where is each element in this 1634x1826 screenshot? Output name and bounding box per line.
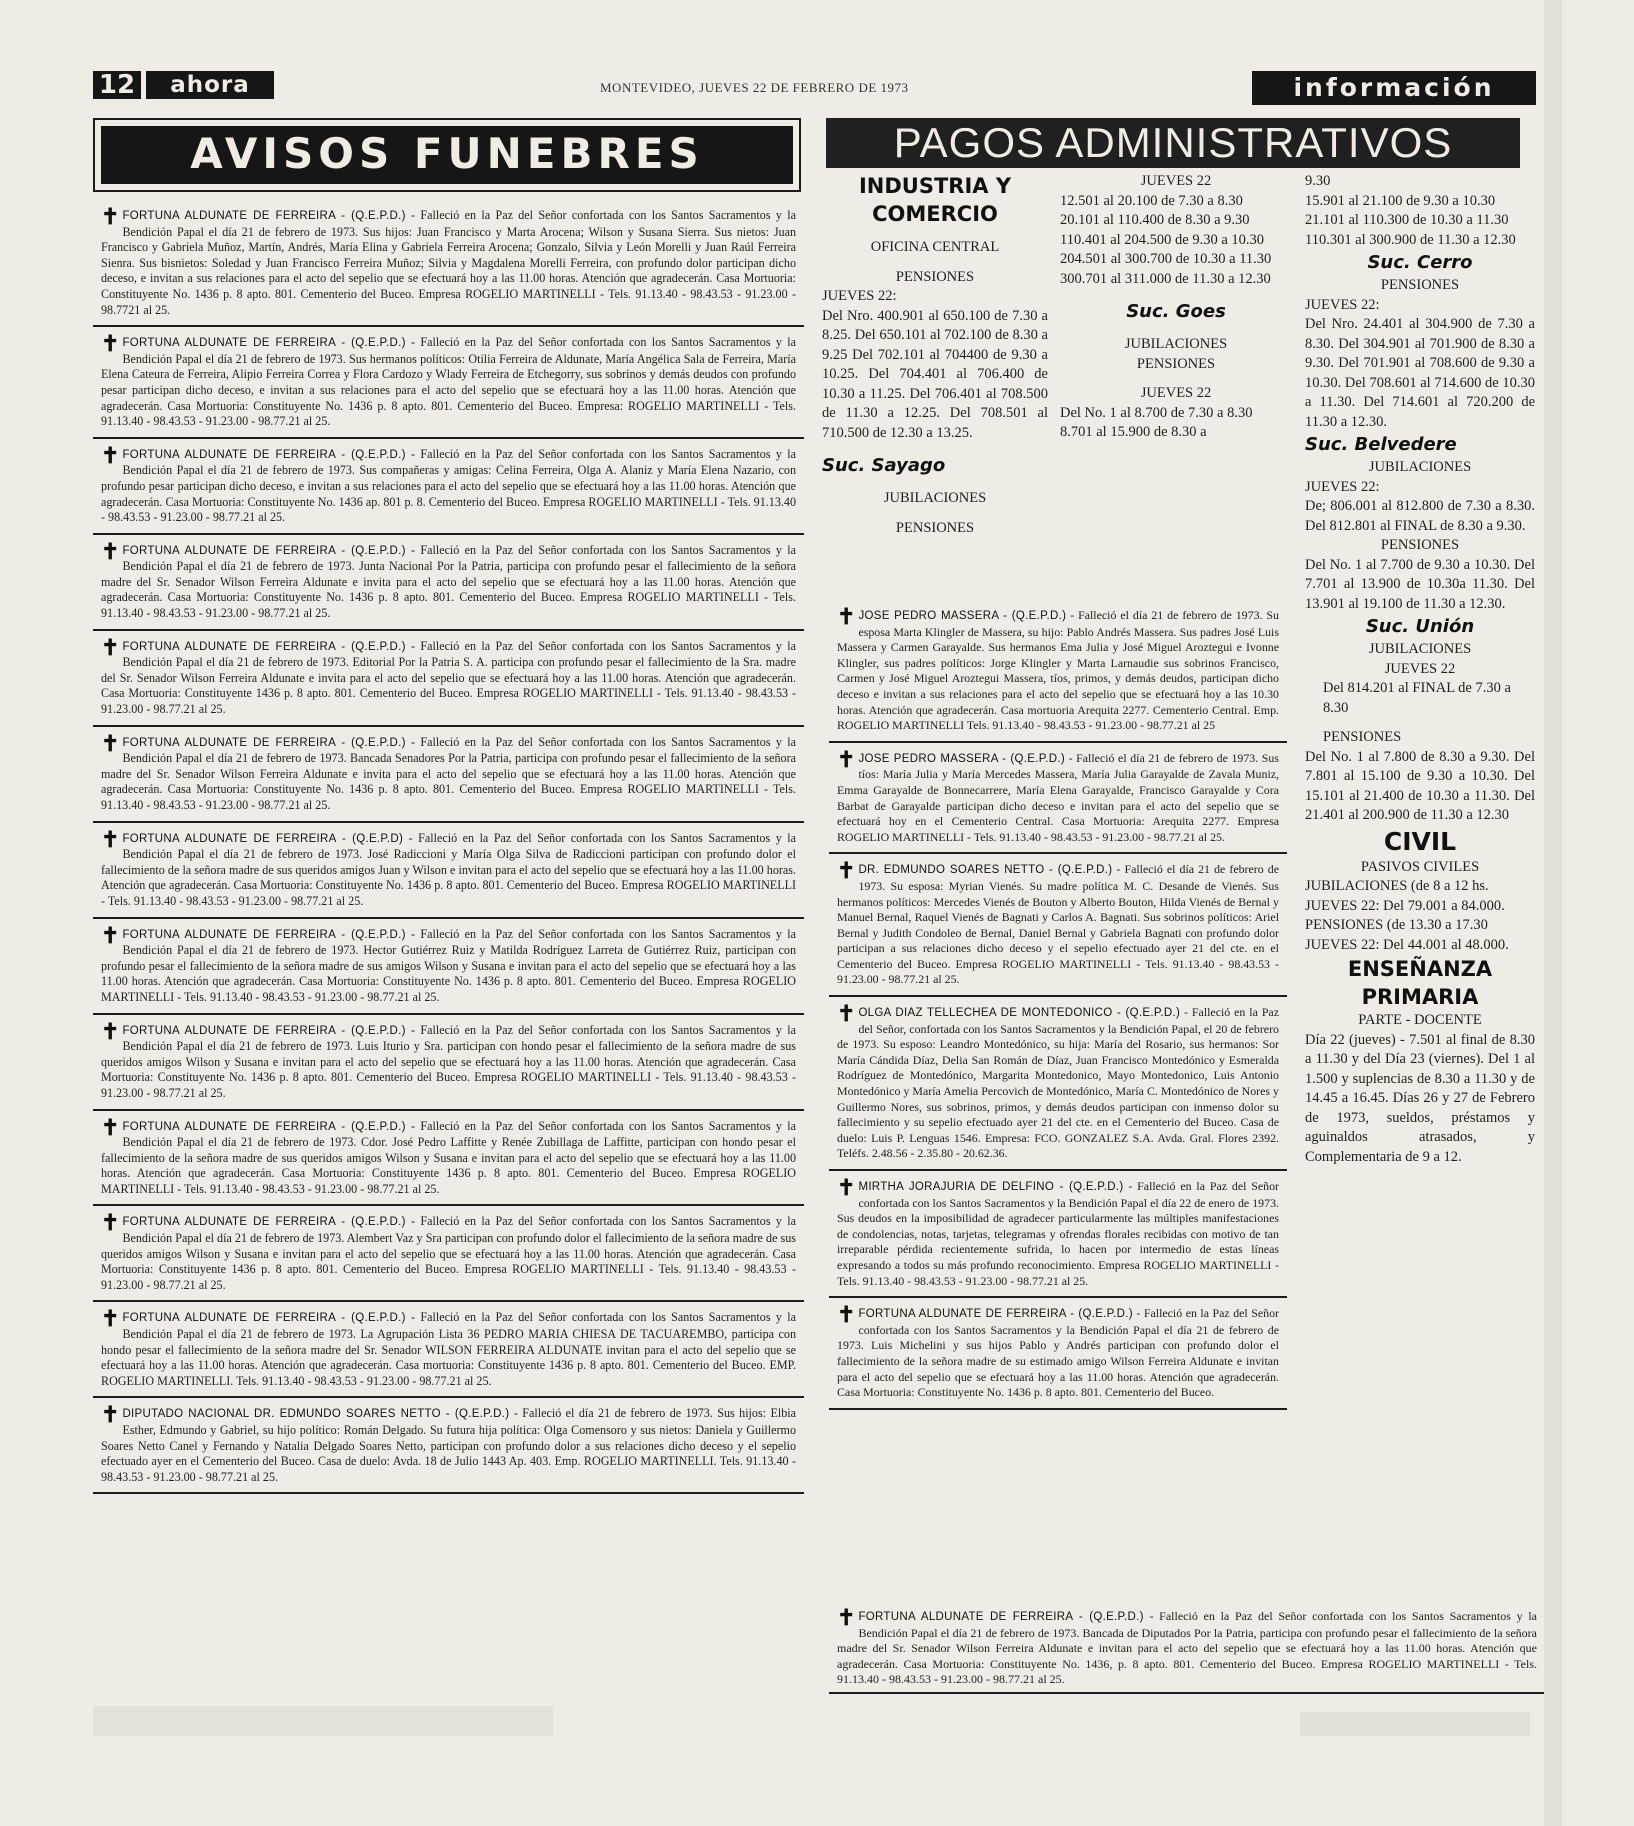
- schedule-line: 8.701 al 15.900 de 8.30 a: [1060, 424, 1207, 440]
- oficina-central-label: OFICINA CENTRAL: [870, 239, 1000, 255]
- notice-title: FORTUNA ALDUNATE DE FERREIRA - (Q.E.P.D.): [122, 544, 406, 557]
- print-smudge: [1300, 1712, 1530, 1736]
- belvedere-schedule: De; 806.001 al 812.800 de 7.30 a 8.30. Del 812.801 al FINAL de 8.30 a 9.30.: [1305, 498, 1535, 534]
- notice-body: - Falleció en la Paz del Señor confortada con los Santos Sacramentos y la Bendición Papal el día 21 de febrero de 1973. La Agrupación Lista 36 PEDRO MARIA CHIESA DE TACUAREMBO, participa con hondo pesar el fallecimiento de la señora madre del Sr. Senador WILSON FERREIRA ALDUNATE invitan para el acto del sepelio que se efectuará hoy a las 11.00 horas. Atención que agradecerán. Casa mortuoria: Constituyente 1436 p. 8 apto. 801. Cementerio del Buceo. EMP. ROGELIO MARTINELLI. Tels. 91.13.40 - 98.43.53 - 91.23.00 - 98.77.21 al 25.: [101, 1310, 796, 1388]
- schedule-line: 15.901 al 21.100 de 9.30 a 10.30: [1305, 192, 1496, 209]
- cross-icon: ✝: [837, 1605, 856, 1630]
- funeral-notice: [829, 1001, 1287, 1171]
- jubilaciones-label: JUBILACIONES: [1124, 336, 1228, 352]
- suc-belvedere-heading: Suc. Belvedere: [1305, 434, 1457, 455]
- notice-title: JOSE PEDRO MASSERA - (Q.E.P.D.): [858, 610, 1067, 622]
- print-smudge: [93, 1706, 553, 1736]
- jueves-label: JUEVES 22:: [822, 288, 897, 304]
- funeral-notice: [93, 635, 804, 727]
- civil-jubilaciones-schedule: JUEVES 22: Del 79.001 a 84.000.: [1305, 897, 1505, 914]
- pensiones-label: PENSIONES: [1380, 277, 1460, 293]
- funeral-notice: [829, 1302, 1287, 1410]
- funebres-banner: [93, 118, 801, 192]
- notice-body: - Falleció en la Paz del Señor confortada con los Santos Sacramentos y la Bendición Papal el día 21 de febrero de 1973. Alembert Vaz y Sra participan con profundo dolor el fallecimiento de la señora madre de sus queridos amigos Wilson y Susana e invitan para el acto del sepelio que se efectuará hoy a las 11.00 horas. Atención que agradecerán. Casa Mortuoria: Constituyente 1436 p. 8 apto. 801. Cementerio del Buceo. Empresa ROGELIO MARTINELLI - Tels. 91.13.40 - 98.43.53 - 91.23.00 - 98.77.21 al 25.: [101, 1214, 796, 1292]
- funeral-notice: [93, 204, 804, 327]
- schedule-line: 300.701 al 311.000 de 11.30 a 12.30: [1060, 270, 1271, 287]
- schedule-line: 9.30: [1305, 173, 1331, 189]
- cross-icon: ✝: [837, 1175, 856, 1200]
- civil-pensiones-schedule: JUEVES 22: Del 44.001 al 48.000.: [1305, 936, 1509, 953]
- dateline: MONTEVIDEO, JUEVES 22 DE FEBRERO DE 1973: [600, 80, 909, 95]
- notice-body: - Falleció en la Paz del Señor confortada con los Santos Sacramentos y la Bendición Papal el día 21 de febrero de 1973. Bancada de Diputados Por la Patria, participa con profundo pesar el fallecimiento de la señora madre del Sr. Senador Wilson Ferreira Aldunate e invitan para el acto del sepelio que se efectuará hoy a las 11.00 horas. Atención que agradecerán. Casa Mortuoria: Constituyente No. 1436, p. 8 apto. 801. Cementerio del Buceo. Empresa ROGELIO MARTINELLI - Tels. 91.13.40 - 98.43.53 - 91.23.00 - 98.77.21 al 25.: [837, 1609, 1537, 1687]
- funeral-notice: [93, 1019, 804, 1111]
- suc-sayago-heading: Suc. Sayago: [822, 455, 946, 476]
- notice-title: DR. EDMUNDO SOARES NETTO - (Q.E.P.D.): [858, 864, 1113, 877]
- pensiones-label: PENSIONES: [1380, 537, 1460, 553]
- notice-title: FORTUNA ALDUNATE DE FERREIRA - (Q.E.P.D.): [122, 1024, 406, 1037]
- notice-title: FORTUNA ALDUNATE DE FERREIRA - (Q.E.P.D.): [122, 1312, 406, 1325]
- notice-title: FORTUNA ALDUNATE DE FERREIRA - (Q.E.P.D.): [122, 736, 406, 749]
- notice-body: - Falleció el día 21 de febrero de 1973. Sus hijos: Elbia Esther, Edmundo y Gabriel, su hijo político: Román Delgado. Su futura hija política: Olga Comensoro y sus nietos: Daniela y Guillermo Soares Netto Canel y Fernando y Natalia Delgado Soares Netto, participan con profundo dolor a sus relaciones dicho deceso y el sepelio efectuado ayer en el Cementerio del Buceo. Casa de duelo: Avda. 18 de Julio 1443 Ap. 403. Emp. ROGELIO MARTINELLI. Tels. 91.13.40 - 98.43.53 - 91.23.00 - 98.77.21 al 25.: [101, 1406, 796, 1484]
- funeral-notice: [93, 827, 804, 919]
- funeral-notice: [829, 1175, 1287, 1298]
- section-label: información: [1252, 71, 1536, 105]
- schedule-line: 110.301 al 300.900 de 11.30 a 12.30: [1305, 231, 1516, 248]
- ensenanza-schedule: Día 22 (jueves) - 7.501 al final de 8.30 a 11.30 y del Día 23 (viernes). Del 1 al 1.500 y suplencias de 8.30 a 11.30 y de 14.45 a 16.45. Días 26 y 27 de Febrero de 1973, sueldos, préstamos y aguinaldos atrasados, y Complementaria de 9 a 12.: [1305, 1031, 1535, 1165]
- suc-cerro-heading: Suc. Cerro: [1367, 252, 1473, 273]
- publication-name: ahora: [146, 71, 274, 99]
- pasivos-civiles-label: PASIVOS CIVILES: [1360, 858, 1480, 875]
- jubilaciones-label: JUBILACIONES: [883, 490, 987, 506]
- belvedere-pensiones-schedule: Del No. 1 al 7.700 de 9.30 a 10.30. Del 7.701 al 13.900 de 10.30a 11.30. Del 13.901 al 19.100 de 11.30 a 12.30.: [1305, 556, 1535, 612]
- jueves-label: JUEVES 22:: [1305, 478, 1380, 495]
- notice-body: - Falleció el día 21 de febrero de 1973. Su esposa Marta Klingler de Massera, su hijo: Pablo Andrés Massera. Sus padres José Luis Massera y Carmen Garayalde. Sus hermanos Ema Julia y José Miguel Aroztegui e Ivonne Klingler, sus padres políticos: Jorge Klingler y Marta Larnaudie sus sobrinos Francisco, Carmen y José Miguel Aroztegui Massera, tíos, primos, y demás deudos, participan dicho deceso e invitan a sus relaciones para el acto del sepelio que se efectuará hoy a las 10.30 horas. Atención que agradecerán. Casa mortuoria Arequita 2277. Cementerio Central. Emp. ROGELIO MARTINELLI Tels. 91.13.40 - 98.43.53 - 91.23.00 - 98.77.21 al 25: [837, 608, 1279, 733]
- parte-docente-label: PARTE - DOCENTE: [1358, 1012, 1482, 1028]
- cross-icon: ✝: [837, 858, 856, 884]
- cross-icon: ✝: [101, 1306, 120, 1332]
- schedule-line: 110.401 al 204.500 de 9.30 a 10.30: [1060, 231, 1265, 248]
- funebres-column: [93, 204, 804, 1498]
- notice-body: - Falleció en la Paz del Señor confortada con los Santos Sacramentos y la Bendición Papal el día 21 de febrero de 1973. José Radiccioni y María Olga Silva de Radiccioni participan con profundo dolor el fallecimiento de la señora madre de sus queridos amigos Juan y Wilson e invitan para el acto del sepelio que se efectuará hoy a las 11.00 horas. Atención que agradecerán. Casa Mortuoria: Constituyente No. 1436 p. 8 apto. 801. Cementerio del Buceo. Empresa ROGELIO MARTINELLI - Tels. 91.13.40 - 98.43.53 - 91.23.00 - 98.77.21 al 25.: [101, 830, 796, 908]
- notice-title: FORTUNA ALDUNATE DE FERREIRA - (Q.E.P.D.): [122, 928, 406, 941]
- page-edge: [1544, 0, 1562, 1826]
- notice-body: - Falleció en la Paz del Señor confortada con los Santos Sacramentos y la Bendición Papal el día 21 de febrero de 1973. Sus compañeras y amigas: Celina Ferreira, Olga A. Alaniz y María Elena Nazario, con profundo pesar participan dicho deceso, e invitan a sus relaciones para el acto del sepelio que se efectuará hoy a las 11.00 horas. Atención que agradecerán. Casa Mortuoria: Constituyente No. 1436 ap. 801 p. 8. Cementerio del Buceo. Empresa ROGELIO MARTINELLI - Tels. 91.13.40 - 98.43.53 - 91.23.00 - 98.77.21 al 25.: [101, 446, 796, 525]
- cross-icon: ✝: [837, 1001, 856, 1027]
- funeral-notice: [93, 443, 804, 535]
- cross-icon: ✝: [837, 1302, 856, 1328]
- notice-title: FORTUNA ALDUNATE DE FERREIRA - (Q.E.P.D.): [122, 210, 406, 222]
- pensiones-label: PENSIONES: [895, 268, 975, 285]
- industria-heading: INDUSTRIA Y COMERCIO: [858, 174, 1012, 226]
- pagos-title: PAGOS ADMINISTRATIVOS: [826, 118, 1520, 168]
- schedule-line: Del No. 1 al 8.700 de 7.30 a 8.30: [1060, 404, 1253, 421]
- notice-title: FORTUNA ALDUNATE DE FERREIRA - (Q.E.P.D.): [122, 1216, 406, 1229]
- cross-icon: ✝: [101, 538, 120, 564]
- notice-title: FORTUNA ALDUNATE DE FERREIRA - (Q.E.P.D.): [122, 640, 406, 653]
- union-schedule: Del 814.201 al FINAL de 7.30 a 8.30: [1323, 680, 1511, 716]
- union-pensiones-schedule: Del No. 1 al 7.800 de 8.30 a 9.30. Del 7.801 al 15.100 de 9.30 a 10.30. Del 15.101 al 21.400 de 10.30 a 11.30. Del 21.401 al 200.900 de 11.30 a 12.30: [1305, 748, 1535, 823]
- funeral-notice: [829, 604, 1287, 743]
- notice-title: FORTUNA ALDUNATE DE FERREIRA - (Q.E.P.D): [122, 832, 404, 845]
- suc-union-heading: Suc. Unión: [1365, 616, 1475, 637]
- notice-body: - Falleció en la Paz del Señor confortada con los Santos Sacramentos y la Bendición Papal el día 21 de febrero de 1973. Sus hermanos políticos: Otilia Ferreira de Aldunate, María Angélica Sala de Ferreira, María Elena Cateura de Ferreira, Alipio Ferreira Correa y Flora Cardozo y Wlady Ferreira de Etchegorry, sus sobrinos y demás deudos con profundo pesar participan dicho deceso, e invitan a sus relaciones para el acto del sepelio que se efectuará hoy a las 11.00 horas. Atención que agradecerán. Casa Mortuoria: Constituyente No. 1436 p. 8 apto. 801. Cementerio del Buceo. Empresa: ROGELIO MARTINELLI - Tels. 91.13.40 - 98.43.53 - 91.23.00 - 98.77.21 al 25.: [101, 335, 796, 429]
- funeral-notice: [93, 923, 804, 1015]
- funeral-notice: [93, 539, 804, 631]
- cross-icon: ✝: [101, 1114, 120, 1140]
- notice-title: FORTUNA ALDUNATE DE FERREIRA - (Q.E.P.D.): [122, 337, 406, 350]
- notice-body: - Falleció en la Paz del Señor confortada con los Santos Sacramentos y la Bendición Papal el día 22 de enero de 1973. Sus deudos en la imposibilidad de agradecer particularmente las múltiples manifestaciones de condolencias, notas, tarjetas, telegramas y ofrendas florales recibidas con motivo de tan irreparable pérdida recientemente sufrida, lo hacen por intermedio de estas líneas expresando a todos su más profundo reconocimiento. Empresa ROGELIO MARTINELLI - Tels. 91.13.40 - 98.43.53 - 91.23.00 - 98.77.21 al 25.: [837, 1179, 1279, 1288]
- notice-body: - Falleció en la Paz del Señor confortada con los Santos Sacramentos y la Bendición Papal el día 21 de febrero de 1973. Bancada Senadores Por la Patria, participa con profundo pesar el fallecimiento de la señora madre del Sr. Senador Wilson Ferreira Aldunate e invita para el acto del sepelio que se efectuará hoy a las 11.00 horas. Atención que agradecerán. Casa Mortuoria: Constituyente No. 1436 p. 8 apto. 801. Cementerio del Buceo. Empresa ROGELIO MARTINELLI - Tels. 91.13.40 - 98.43.53 - 91.23.00 - 98.77.21 al 25.: [101, 734, 796, 812]
- notice-body: - Falleció en la Paz del Señor confortada con los Santos Sacramentos y la Bendición Papal el día 21 de febrero de 1973. Cdor. José Pedro Laffitte y Renée Zubillaga de Laffitte, participan con hondo pesar el fallecimiento de la señora madre de sus queridos amigos Wilson y Susana e invitan para el acto del sepelio que se efectuará hoy a las 11.00 horas. Atención que agradecerán. Casa Mortuoria: Constituyente 1436 p. 8 apto. 801. Cementerio del Buceo. Empresa ROGELIO MARTINELLI - Tels. 91.13.40 - 98.43.53 - 91.23.00 - 98.77.21 al 25.: [101, 1118, 796, 1196]
- funeral-notice: [93, 331, 804, 439]
- notice-body: - Falleció en la Paz del Señor confortada con los Santos Sacramentos y la Bendición Papal el día 21 de febrero de 1973. Hector Gutiérrez Ruiz y Matilda Rodríguez Larreta de Gutiérrez Ruiz, participan con profundo pesar el fallecimiento de la señora madre de sus amigos Wilson y Susana e invitan para el acto del sepelio que se efectuará hoy a las 11.00 horas. Atención que agradecerán. Casa Mortuoria: Constituyente No. 1436 p. 8 apto. 801. Cementerio del Buceo. Empresa ROGELIO MARTINELLI - Tels. 91.13.40 - 98.43.53 - 91.23.00 - 98.77.21 al 25.: [101, 926, 796, 1004]
- notice-body: - Falleció en la Paz del Señor confortada con los Santos Sacramentos y la Bendición Papal el día 21 de febrero de 1973. Luis Iturio y Sra. participan con hondo pesar el fallecimiento de la señora madre de sus queridos amigos Wilson y Susana e invitan para el acto del sepelio que se efectuará hoy a las 11.00 horas. Atención que agradecerán. Casa Mortuoria: Constituyente No. 1436 p. 8 apto. 801. Cementerio del Buceo. Empresa ROGELIO MARTINELLI - Tels. 91.13.40 - 98.43.53 - 91.23.00 - 98.77.21 al 25.: [101, 1022, 796, 1100]
- cross-icon: ✝: [101, 634, 120, 660]
- schedule-line: 20.101 al 110.400 de 8.30 a 9.30: [1060, 212, 1250, 228]
- notice-body: - Falleció en la Paz del Señor confortada con los Santos Sacramentos y la Bendición Papal el día 21 de febrero de 1973. Sus hijos: Juan Francisco y Marta Arocena; Wilson y Susana Sierra. Sus nietos: Juan Francisco y Gabriela Muñoz, Martín, Andrés, María Elina y Gabriela Ferreira Arocena; Gonzalo, Silvia y León Morelli y Juan Raúl Ferreira Sienra. Sus bisnietos: Soledad y Juan Francisco Ferreira Muñoz; Silvia y Magdalena Morelli Ferreira, con profundo dolor participan dicho deceso, e invitan a sus relaciones para el acto del sepelio que se efectuará hoy a las 11.00 horas. Atención que agradecerán. Casa Mortuoria: Constituyente No. 1436 p. 8 apto. 801. Cementerio del Buceo. Empresa ROGELIO MARTINELLI - Tels. 91.13.40 - 98.43.53 - 91.23.00 - 98.7721 al 25.: [101, 208, 796, 317]
- page-number: 12: [93, 71, 141, 99]
- cross-icon: ✝: [101, 1402, 120, 1428]
- notice-title: MIRTHA JORAJURIA DE DELFINO - (Q.E.P.D.): [858, 1181, 1124, 1193]
- pagos-column-1: [822, 172, 1048, 538]
- funeral-notice: [93, 731, 804, 823]
- cross-icon: ✝: [837, 604, 856, 629]
- ensenanza-heading: ENSEÑANZA PRIMARIA: [1347, 957, 1493, 1009]
- notice-title: FORTUNA ALDUNATE DE FERREIRA - (Q.E.P.D.): [122, 448, 406, 461]
- notice-body: - Falleció en la Paz del Señor, confortada con los Santos Sacramentos y la Bendición Papal, el 20 de febrero de 1973. Su esposo: Leandro Montedónico, su hija: María del Rosario, sus hermanos: Sor María Cándida Díaz, Delia San Román de Díaz, Juan Francisco Montedónico y Esmeralda Rodríguez de Montedónico, Margarita Montedonico, Mayo Montedonico, Luis Antonio Montedónico y María Amelia Percovich de Montedónico, María C. Montedónico de Nores y Guillermo Nores, sus sobrinos, primos, y demás deudos participan con inmenso dolor su fallecimiento y su sepelio efectuado ayer 21 del cte. en el Cementerio del Buceo. Casa de duelo: Luis P. Lenguas 1546. Empresa: FCO. GONZALEZ S.A. Avda. Gral. Flores 2392. Teléfs. 2.48.56 - 2.35.80 - 20.62.36.: [837, 1005, 1279, 1161]
- jueves-label: JUEVES 22: [1140, 173, 1212, 189]
- civil-jubilaciones-label: JUBILACIONES (de 8 a 12 hs.: [1305, 878, 1489, 894]
- jueves-label: JUEVES 22: [1384, 660, 1456, 677]
- notice-body: - Falleció el día 21 de febrero de 1973. Sus tíos: María Julia y María Mercedes Massera, María Julia Garayalde de Zavala Muniz, Emma Garayalde de Bonnecarrere, María Elena Garayalde, Francisco Garayalde y Cora Barbat de Garayalde participan dicho deceso e invitan para el acto del sepelio que se efectuará hoy en el Cementerio Central. Casa Mortuoria: Arequita 2277. Empresa ROGELIO MARTINELLI - Tels. 91.13.40 - 98.43.53 - 91.23.00 - 98.77.21 al 25.: [837, 750, 1279, 844]
- notice-title: FORTUNA ALDUNATE DE FERREIRA - (Q.E.P.D.): [858, 1611, 1144, 1623]
- notice-title: OLGA DIAZ TELLECHEA DE MONTEDONICO - (Q.E.P.D.): [858, 1007, 1181, 1020]
- middle-notices-column: [829, 604, 1287, 1414]
- cross-icon: ✝: [101, 730, 120, 756]
- pensiones-label: PENSIONES: [1136, 355, 1216, 372]
- cross-icon: ✝: [101, 1018, 120, 1044]
- pagos-column-3: [1305, 172, 1535, 1167]
- cross-icon: ✝: [101, 204, 120, 229]
- cerro-schedule: Del Nro. 24.401 al 304.900 de 7.30 a 8.30. Del 304.901 al 701.900 de 8.30 a 9.30. Del 701.901 al 708.600 de 9.30 a 10.30. Del 708.601 al 714.600 de 10.30 a 11.30. Del 714.601 al 720.200 de 11.30 a 12.30.: [1305, 316, 1535, 430]
- funebres-title: AVISOS FUNEBRES: [101, 126, 793, 184]
- notice-title: JOSE PEDRO MASSERA - (Q.E.P.D.): [858, 752, 1065, 765]
- pagos-column-2: [1060, 172, 1292, 443]
- schedule-line: 21.101 al 110.300 de 10.30 a 11.30: [1305, 212, 1509, 228]
- funeral-notice: [93, 1306, 804, 1398]
- notice-body: - Falleció en la Paz del Señor confortada con los Santos Sacramentos y la Bendición Papal el día 21 de febrero de 1973. Junta Nacional Por la Patria, participa con profundo pesar el fallecimiento de la señora madre del Sr. Senador Wilson Ferreira Aldunate e invita para el acto del sepelio que se efectuará hoy a las 11.00 horas. Atención que agradecerán. Casa Mortuoria: Constituyente No. 1436 p. 8 apto. 801. Cementerio del Buceo. Empresa ROGELIO MARTINELLI - Tels. 91.13.40 - 98.43.53 - 91.23.00 - 98.77.21 al 25.: [101, 542, 796, 621]
- funeral-notice-bottom: [829, 1607, 1545, 1694]
- cross-icon: ✝: [101, 922, 120, 948]
- funeral-notice: [829, 858, 1287, 997]
- notice-body: - Falleció en la Paz del Señor confortada con los Santos Sacramentos y la Bendición Papal el día 21 de febrero de 1973. Luis Michelini y sus hijos Pablo y Andrés participan con profundo dolor el fallecimiento de la señora madre de su estimado amigo Wilson Ferreira Aldunate e invitan para el acto del sepelio que se efectuará hoy a las 11.00 horas. Atención que agradecerán. Casa Mortuoria: Constituyente No. 1436 p. 8 apto. 801. Cementerio del Buceo.: [837, 1306, 1279, 1400]
- schedule-line: 12.501 al 20.100 de 7.30 a 8.30: [1060, 192, 1243, 209]
- suc-goes-heading: Suc. Goes: [1126, 301, 1226, 322]
- funeral-notice: [93, 1115, 804, 1207]
- notice-body: - Falleció el día 21 de febrero de 1973. Su esposa: Myrian Vienés. Su madre política M. C. Desande de Vienés. Sus hermanos políticos: Mercedes Vienés de Bouton y Alberto Bouton, Hilda Vienés de Bernal y Manuel Bernal, Raquel Vienés de Bagnati y Carlos A. Bagnati. Sus sobrinos políticos: Ariel Bernal y Judith Condoleo de Bernal, Daniel Bernal y Gabriela Bagnati con profundo dolor participan a sus relaciones dicho deceso y el sepelio efectuado ayer 21 del cte. en el Cementerio del Buceo. Empresa ROGELIO MARTINELLI - Tels. 91.13.40 - 98.43.53 - 91.23.00 - 98.77.21 al 25.: [837, 862, 1280, 987]
- schedule-line: 204.501 al 300.700 de 10.30 a 11.30: [1060, 251, 1272, 267]
- cross-icon: ✝: [101, 826, 120, 852]
- funeral-notice: [93, 1402, 804, 1494]
- jubilaciones-label: JUBILACIONES: [1368, 459, 1472, 475]
- pensiones-label: PENSIONES: [895, 519, 975, 536]
- funeral-notice: [829, 747, 1287, 855]
- cross-icon: ✝: [837, 746, 856, 772]
- cross-icon: ✝: [101, 331, 120, 357]
- cross-icon: ✝: [101, 442, 120, 468]
- notice-title: FORTUNA ALDUNATE DE FERREIRA - (Q.E.P.D.): [858, 1308, 1133, 1321]
- civil-heading: CIVIL: [1383, 826, 1457, 856]
- civil-pensiones-label: PENSIONES (de 13.30 a 17.30: [1305, 917, 1488, 933]
- cross-icon: ✝: [101, 1210, 120, 1236]
- notice-title: FORTUNA ALDUNATE DE FERREIRA - (Q.E.P.D.): [122, 1120, 406, 1133]
- jubilaciones-label: JUBILACIONES: [1368, 641, 1472, 657]
- pensiones-label: PENSIONES: [1323, 729, 1402, 745]
- pensiones-schedule: Del Nro. 400.901 al 650.100 de 7.30 a 8.25. Del 650.101 al 702.100 de 8.30 a 9.25 Del 702.101 al 704400 de 9.30 a 10.25. Del 704.401 al 706.400 de 10.30 a 11.25. Del 706.401 al 708.500 de 11.30 a 12.25. Del 708.501 al 710.500 de 12.30 a 13.25.: [822, 307, 1048, 441]
- notice-title: DIPUTADO NACIONAL DR. EDMUNDO SOARES NETTO - (Q.E.P.D.): [122, 1408, 510, 1421]
- funeral-notice: [93, 1210, 804, 1302]
- notice-body: - Falleció en la Paz del Señor confortada con los Santos Sacramentos y la Bendición Papal el día 21 de febrero de 1973. Editorial Por la Patria S. A. participa con profundo pesar el fallecimiento de la Sra. madre del Sr. Senador Wilson Ferreira Aldunate e invita para el acto del sepelio que se efectuará hoy a las 11.00 horas. Atención que agradecerán. Casa Mortuoria: Constituyente 1436 p. 8 apto. 801. Cementerio del Buceo. Empresa ROGELIO MARTINELLI - Tels. 91.13.40 - 98.43.53 - 91.23.00 - 98.77.21 al 25.: [101, 638, 796, 717]
- jueves-label: JUEVES 22: [1140, 385, 1212, 401]
- jueves-label: JUEVES 22:: [1305, 296, 1380, 313]
